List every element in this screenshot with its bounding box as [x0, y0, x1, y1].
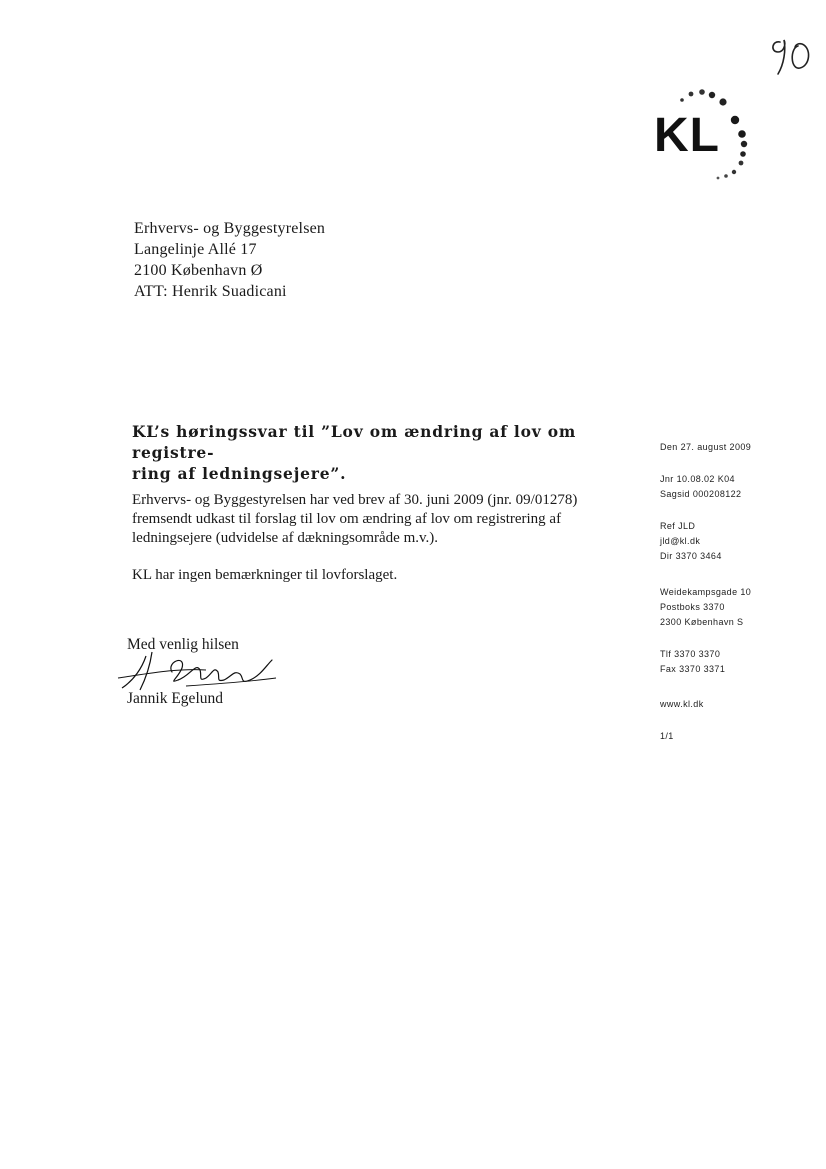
sidebar-contact-block	[660, 519, 722, 564]
signer-name: Jannik Egelund	[127, 690, 223, 707]
contact-email: jld@kl.dk	[660, 536, 701, 546]
letter-paragraph-2: KL har ingen bemærkninger til lovforslaget.	[132, 567, 398, 583]
kl-postbox: Postboks 3370	[660, 602, 725, 612]
sidebar-phone-block	[660, 647, 725, 677]
kl-city: 2300 København S	[660, 617, 744, 627]
reference-initials: Ref JLD	[660, 521, 696, 531]
page-count: 1/1	[660, 731, 674, 741]
sidebar-reference-block	[660, 472, 741, 502]
letter-closing: Med venlig hilsen	[127, 636, 239, 653]
kl-street: Weidekampsgade 10	[660, 587, 752, 597]
kl-website: www.kl.dk	[660, 699, 704, 709]
kl-phone: Tlf 3370 3370	[660, 649, 721, 659]
kl-logo	[648, 86, 764, 186]
letter-title-line-2: ring af ledningsejere”.	[132, 464, 347, 483]
sidebar-web-block	[660, 697, 704, 712]
journal-number: Jnr 10.08.02 K04	[660, 474, 735, 484]
sidebar-page-block	[660, 729, 674, 744]
recipient-address	[134, 218, 325, 302]
sidebar-address-block	[660, 585, 751, 630]
sidebar-date-block	[660, 440, 751, 455]
letter-paragraph-1: Erhvervs- og Byggestyrelsen har ved brev af 30. juni 2009 (jnr. 09/01278) fremsendt udkast til forslag til lov om ændring af lov om registrering af ledningsejere (udvidelse af dækningsområde m.v.).	[132, 492, 578, 546]
case-id: Sagsid 000208122	[660, 489, 742, 499]
handwritten-page-mark	[768, 30, 818, 78]
recipient-attention: ATT: Henrik Suadicani	[134, 283, 287, 300]
recipient-city: 2100 København Ø	[134, 262, 263, 279]
recipient-street: Langelinje Allé 17	[134, 241, 257, 258]
letter-title-line-1: KL’s høringssvar til ”Lov om ændring af lov om registre-	[132, 422, 577, 462]
kl-fax: Fax 3370 3371	[660, 664, 726, 674]
handwritten-signature	[116, 648, 288, 694]
logo-text: KL	[654, 109, 720, 162]
recipient-name: Erhvervs- og Byggestyrelsen	[134, 220, 326, 237]
direct-phone: Dir 3370 3464	[660, 551, 722, 561]
letter-title	[132, 421, 632, 484]
letter-date: Den 27. august 2009	[660, 442, 752, 452]
